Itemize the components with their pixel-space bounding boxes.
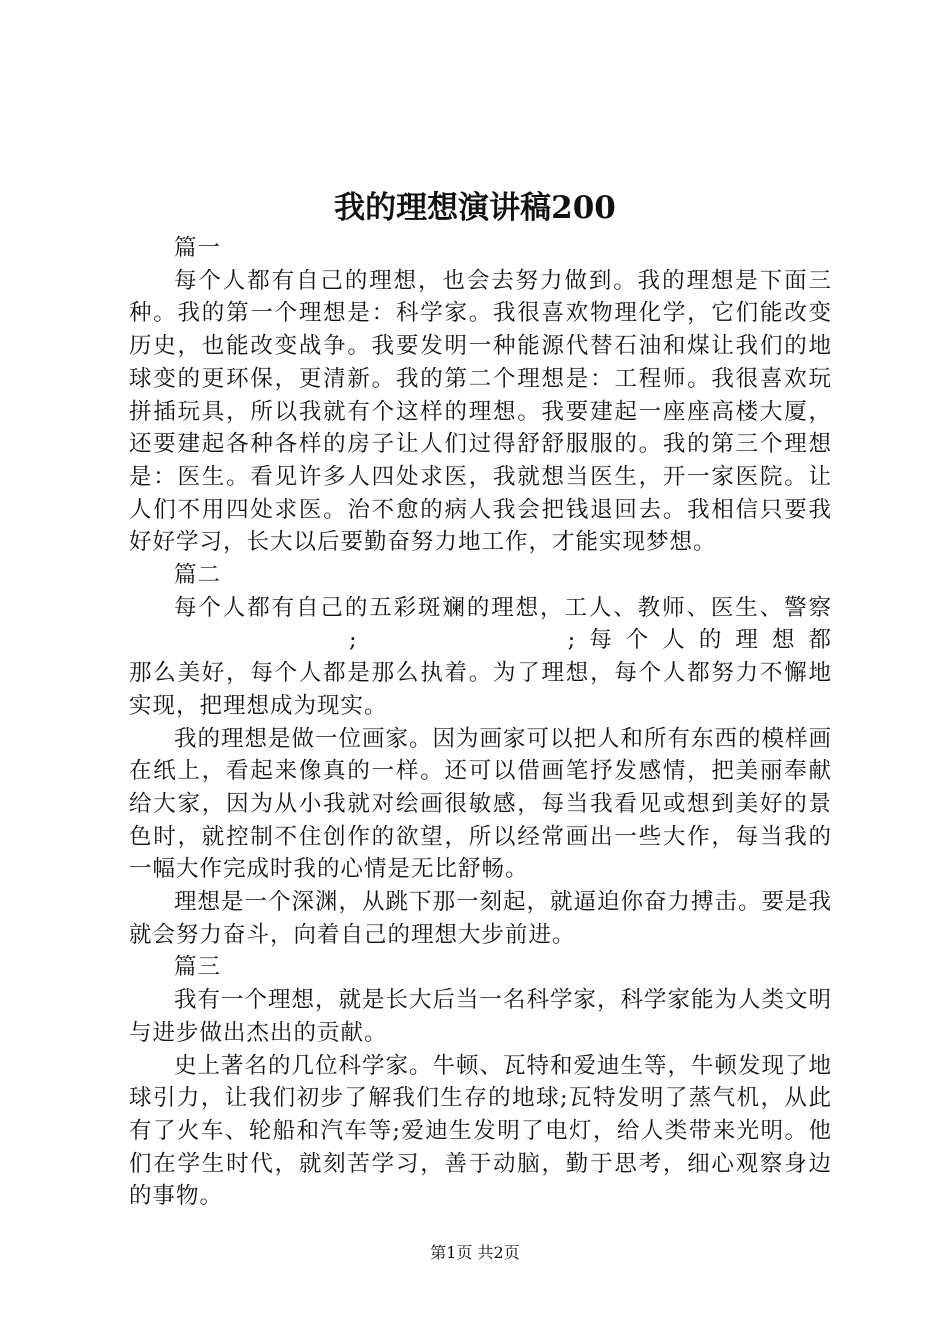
page-title: 我的理想演讲稿200 (334, 190, 616, 226)
paragraph: 每个人都有自己的理想，也会去努力做到。我的理想是下面三种。我的第一个理想是：科学家。我很喜欢物理化学，它们能改变历史，也能改变战争。我要发明一种能源代替石油和煤让我们的地球变的更环保，更清新。我的第二个理想是：工程师。我很喜欢玩拼插玩具，所以我就有个这样的理想。我要建起一座座高楼大厦，还要建起各种各样的房子让人们过得舒舒服服的。我的第三个理想是：医生。看见许多人四处求医，我就想当医生，开一家医院。让人们不用四处求医。治不愈的病人我会把钱退回去。我相信只要我好好学习，长大以后要勤奋努力地工作，才能实现梦想。 (129, 267, 832, 556)
gap-mark: ; (349, 627, 358, 654)
paragraph: 我的理想是做一位画家。因为画家可以把人和所有东西的模样画在纸上，看起来像真的一样。还可以借画笔抒发感情，把美丽奉献给大家，因为从小我就对绘画很敏感，每当我看见或想到美好的景色时，就控制不住创作的欲望，所以经常画出一些大作，每当我的一幅大作完成时我的心情是无比舒畅。 (129, 725, 833, 883)
gap-text: ;每个人的理想都 (567, 627, 832, 654)
section-heading-2: 篇二 (174, 562, 222, 589)
paragraph-gap (129, 592, 832, 657)
section-heading-3: 篇三 (174, 954, 222, 981)
paragraph: 理想是一个深渊，从跳下那一刻起，就逼迫你奋力搏击。要是我就会努力奋斗，向着自己的理想大步前进。 (129, 889, 833, 948)
paragraph: 我有一个理想，就是长大后当一名科学家，科学家能为人类文明与进步做出杰出的贡献。 (129, 987, 833, 1046)
paragraph: 史上著名的几位科学家。牛顿、瓦特和爱迪生等，牛顿发现了地球引力，让我们初步了解我们生存的地球;瓦特发明了蒸气机，从此有了火车、轮船和汽车等;爱迪生发明了电灯，给人类带来光明。他们在学生时代，就刻苦学习，善于动脑，勤于思考，细心观察身边的事物。 (129, 1052, 833, 1210)
section-heading-1: 篇一 (174, 235, 222, 261)
paragraph-continued: 那么美好，每个人都是那么执着。为了理想，每个人都努力不懈地实现，把理想成为现实。 (129, 660, 832, 719)
page-footer: 第1页 共2页 (430, 1243, 520, 1262)
paragraph-text: 每个人都有自己的五彩斑斓的理想，工人、教师、医生、警察 (174, 594, 832, 621)
document-body (129, 232, 832, 1213)
